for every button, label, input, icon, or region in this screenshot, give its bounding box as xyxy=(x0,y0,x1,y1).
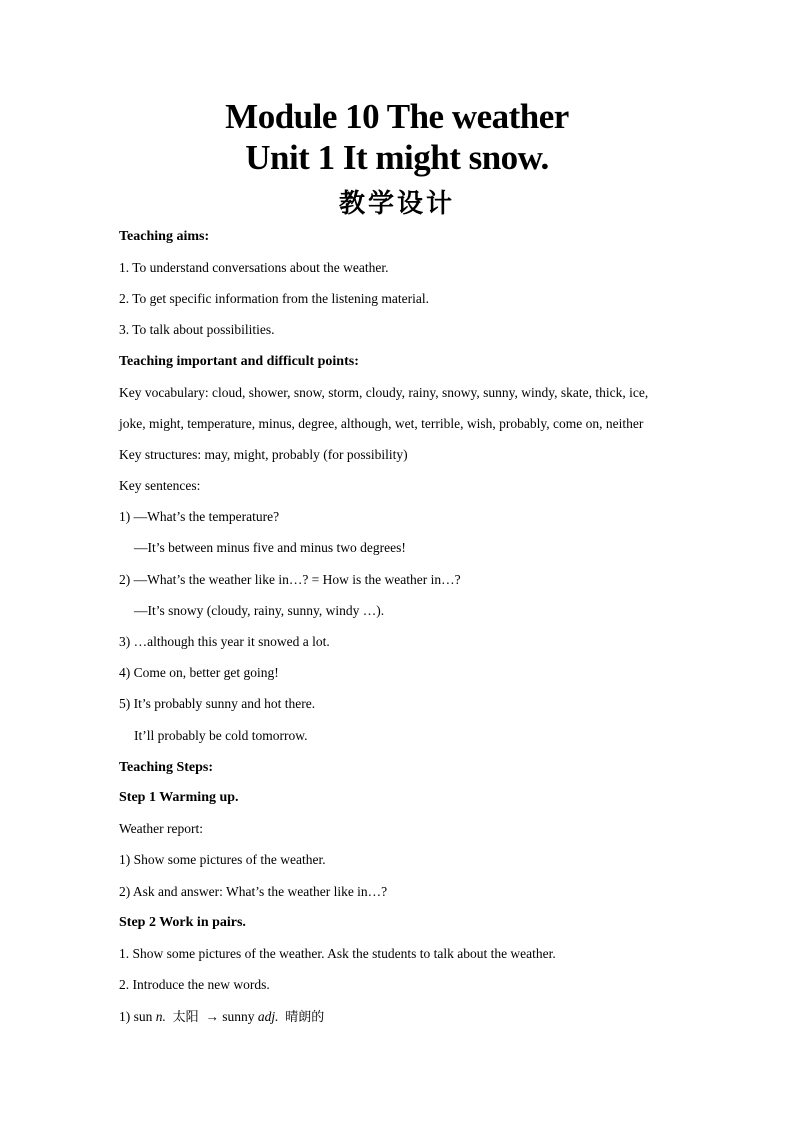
step1-heading: Step 1 Warming up. xyxy=(119,790,239,805)
sentence-1b: —It’s between minus five and minus two degrees! xyxy=(134,540,406,555)
aim-item: 2. To get specific information from the listening material. xyxy=(119,291,429,306)
key-sentences-label: Key sentences: xyxy=(119,478,201,493)
doc-title-module: Module 10 The weather xyxy=(225,97,569,136)
vocab-entry-sun xyxy=(119,1009,324,1026)
step2-item: 2. Introduce the new words. xyxy=(119,977,270,992)
key-structures: Key structures: may, might, probably (for possibility) xyxy=(119,447,408,462)
sentence-2b: —It’s snowy (cloudy, rainy, sunny, windy …). xyxy=(134,603,385,618)
sentence-5b: It’ll probably be cold tomorrow. xyxy=(134,728,308,743)
aims-heading: Teaching aims: xyxy=(119,229,210,244)
doc-title-unit: Unit 1 It might snow. xyxy=(245,138,549,177)
sentence-2a: 2) —What’s the weather like in…? = How is the weather in…? xyxy=(119,572,461,587)
vocab-derived-word: → sunny xyxy=(205,1009,255,1024)
weather-report-label: Weather report: xyxy=(119,821,203,836)
doc-title-chinese: 教学设计 xyxy=(338,189,455,219)
vocab-word: 1) sun xyxy=(119,1009,153,1024)
key-vocabulary-line1: Key vocabulary: cloud, shower, snow, storm, cloudy, rainy, snowy, sunny, windy, skate, thick, ice, xyxy=(119,385,649,400)
sentence-1a: 1) —What’s the temperature? xyxy=(119,509,280,524)
aim-item: 1. To understand conversations about the weather. xyxy=(119,260,389,275)
step2-heading: Step 2 Work in pairs. xyxy=(119,915,246,930)
vocab-pos: adj. xyxy=(257,1009,279,1024)
vocab-meaning: 太阳 xyxy=(172,1010,199,1025)
step2-item: 1. Show some pictures of the weather. Ask the students to talk about the weather. xyxy=(119,946,556,961)
step1-item: 2) Ask and answer: What’s the weather like in…? xyxy=(119,884,388,899)
step1-item: 1) Show some pictures of the weather. xyxy=(119,852,326,867)
steps-heading: Teaching Steps: xyxy=(119,760,214,775)
vocab-meaning: 晴朗的 xyxy=(285,1010,325,1025)
vocab-pos: n. xyxy=(155,1009,166,1024)
aim-item: 3. To talk about possibilities. xyxy=(119,322,275,337)
sentence-4: 4) Come on, better get going! xyxy=(119,665,279,680)
points-heading: Teaching important and difficult points: xyxy=(119,354,359,369)
sentence-5a: 5) It’s probably sunny and hot there. xyxy=(119,696,316,711)
key-vocabulary-line2: joke, might, temperature, minus, degree, although, wet, terrible, wish, probably, come on, neither xyxy=(119,416,644,431)
sentence-3: 3) …although this year it snowed a lot. xyxy=(119,634,330,649)
